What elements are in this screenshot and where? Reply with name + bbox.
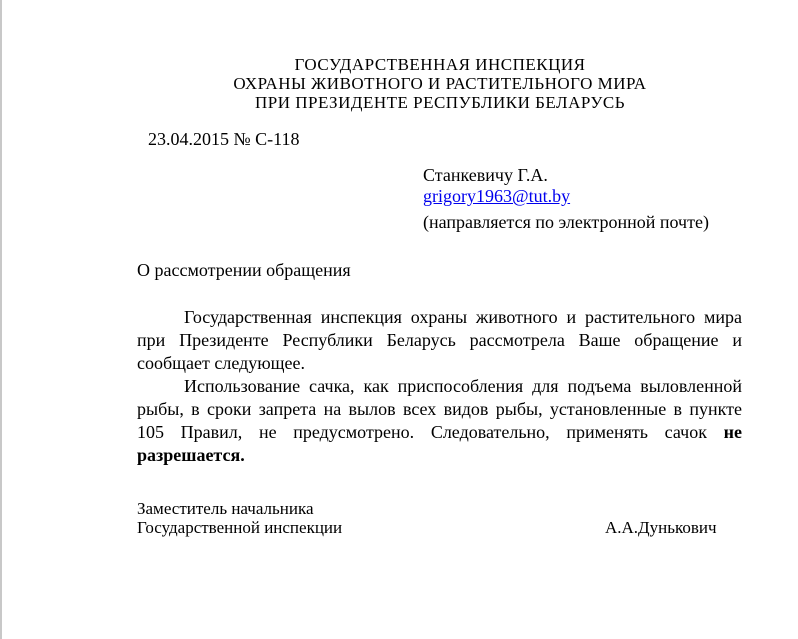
signatory-position <box>137 499 342 537</box>
letterhead-line-3: ПРИ ПРЕЗИДЕНТЕ РЕСПУБЛИКИ БЕЛАРУСЬ <box>254 93 626 112</box>
signatory-position-line-2: Государственной инспекции <box>137 518 343 537</box>
recipient-email-link[interactable]: grigory1963@tut.by <box>423 186 571 206</box>
document-date-number: 23.04.2015 № С-118 <box>148 129 300 149</box>
letter-body <box>137 306 742 467</box>
letter-subject: О рассмотрении обращения <box>137 260 351 280</box>
letterhead <box>130 55 750 112</box>
letterhead-line-2: ОХРАНЫ ЖИВОТНОГО И РАСТИТЕЛЬНОГО МИРА <box>233 74 647 93</box>
body-paragraph-2-emphasis: не разрешается. <box>137 422 742 465</box>
signatory-name: А.А.Дунькович <box>605 518 717 537</box>
recipient-name: Станкевичу Г.А. <box>423 165 548 185</box>
body-paragraph-2 <box>137 375 742 467</box>
body-paragraph-2-text: Использование сачка, как приспособления для подъема выловленной рыбы, в сроки запрета на вылов всех видов рыбы, установленные в пункте 105 Правил, не предусмотрено. Следовательно, применять сачок <box>137 376 742 442</box>
body-paragraph-1: Государственная инспекция охраны животного и растительного мира при Президенте Республики Беларусь рассмотрела Ваше обращение и сообщает следующее. <box>137 307 742 373</box>
recipient-block <box>423 165 709 233</box>
signatory-position-line-1: Заместитель начальника <box>137 499 314 518</box>
delivery-note: (направляется по электронной почте) <box>423 212 709 232</box>
page-edge-rule <box>0 0 2 639</box>
letterhead-line-1: ГОСУДАРСТВЕННАЯ ИНСПЕКЦИЯ <box>294 55 586 74</box>
